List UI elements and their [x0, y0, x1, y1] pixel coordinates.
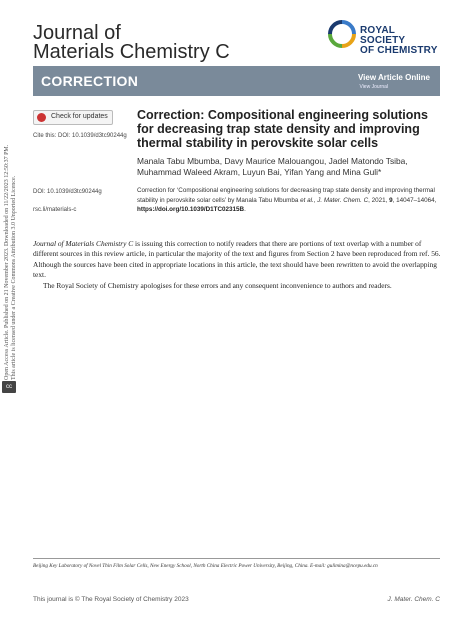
banner-label: CORRECTION: [41, 73, 139, 89]
original-article-doi-link[interactable]: https://doi.org/10.1039/D1TC02315B: [137, 206, 245, 214]
journal-title: [33, 24, 230, 62]
body-text: [33, 239, 441, 291]
rsc-logo[interactable]: [328, 20, 440, 54]
et-al: et al.: [300, 196, 314, 204]
check-updates-icon: [37, 113, 46, 122]
ref-volume: 9: [389, 196, 393, 204]
journal-name: Journal of Materials Chemistry C: [33, 239, 134, 248]
correction-banner: [33, 66, 440, 96]
affiliation-footnote: Beijing Key Laboratory of Novel Thin Film Solar Cells, New Energy School, North China Electric Power University, Beijing, China. E-mail: gulimina@ncepu.edu.cn: [33, 563, 378, 569]
journal-title-line2: Materials Chemistry C: [33, 41, 230, 63]
rsc-name-line2: OF CHEMISTRY: [360, 45, 438, 56]
view-article-online-link[interactable]: View Article Online: [357, 73, 430, 82]
ref-end: .: [244, 206, 246, 214]
correction-for-note: Correction for ‘Compositional engineering solutions for decreasing trap state density and improving thermal stability in perovskite solar cells’ by Manala Tabu Mbumba et al., J. Mater. Chem. C, 2021, 9, 14047–14064, https://doi.org/10.1039/D1TC02315B.: [137, 187, 437, 214]
rsc-name-line1: ROYAL SOCIETY: [360, 25, 406, 46]
author-list: Manala Tabu Mbumba, Davy Maurice Malouangou, Jadel Matondo Tsiba, Muhammad Waleed Akram, Luyun Bai, Yifan Yang and Mina Guli*: [137, 156, 408, 177]
check-updates-label: Check for updates: [51, 113, 108, 120]
cite-this: Cite this: DOI: 10.1039/d3tc90244g: [33, 133, 127, 139]
rsc-short-link[interactable]: rsc.li/materials-c: [33, 207, 77, 213]
view-journal-link[interactable]: View Journal: [359, 84, 388, 90]
article-title: Correction: Compositional engineering solutions for decreasing trap state density and improving thermal stability in perovskite solar cells: [137, 108, 428, 150]
footnote-divider: [33, 558, 440, 559]
journal-ref: J. Mater. Chem. C: [317, 196, 369, 204]
open-access-sidebar: [4, 120, 16, 380]
doi: DOI: 10.1039/d3tc90244g: [33, 189, 102, 195]
copyright-footer: This journal is © The Royal Society of Chemistry 2023: [33, 596, 189, 603]
ref-year: , 2021,: [368, 196, 390, 204]
journal-footer: J. Mater. Chem. C: [387, 596, 440, 603]
correction-for-text: Correction for ‘Compositional engineering solutions for decreasing trap state density and improving thermal stability in perovskite solar cells’ by Manala Tabu Mbumba: [137, 187, 435, 204]
sidebar-line1: Open Access Article. Published on 21 November 2023. Downloaded on 11/22/2023 12:50:37 PM.: [4, 144, 10, 380]
body-paragraph-1: [33, 239, 441, 281]
journal-title-line1: Journal of: [33, 22, 121, 44]
check-for-updates-button[interactable]: [33, 110, 113, 125]
paragraph-1-text: is issuing this correction to notify readers that there are portions of text overlap with a number of different sources in this review article, in particular the majority of the text and figures from Section 2 have been reproduced from ref. 56. Although the sources have been cited in appropriate locations in this article, the text should have been rewritten to avoid the overlapping text.: [33, 239, 441, 280]
sidebar-line2[interactable]: This article is licensed under a Creative Commons Attribution 3.0 Unported Licence.: [11, 175, 17, 380]
rsc-emblem-icon: [328, 20, 356, 48]
body-paragraph-2: The Royal Society of Chemistry apologises for these errors and any consequent inconvenience to authors and readers.: [43, 280, 392, 290]
ref-pages: , 14047–14064,: [392, 196, 437, 204]
cc-license-icon[interactable]: cc: [2, 381, 16, 393]
